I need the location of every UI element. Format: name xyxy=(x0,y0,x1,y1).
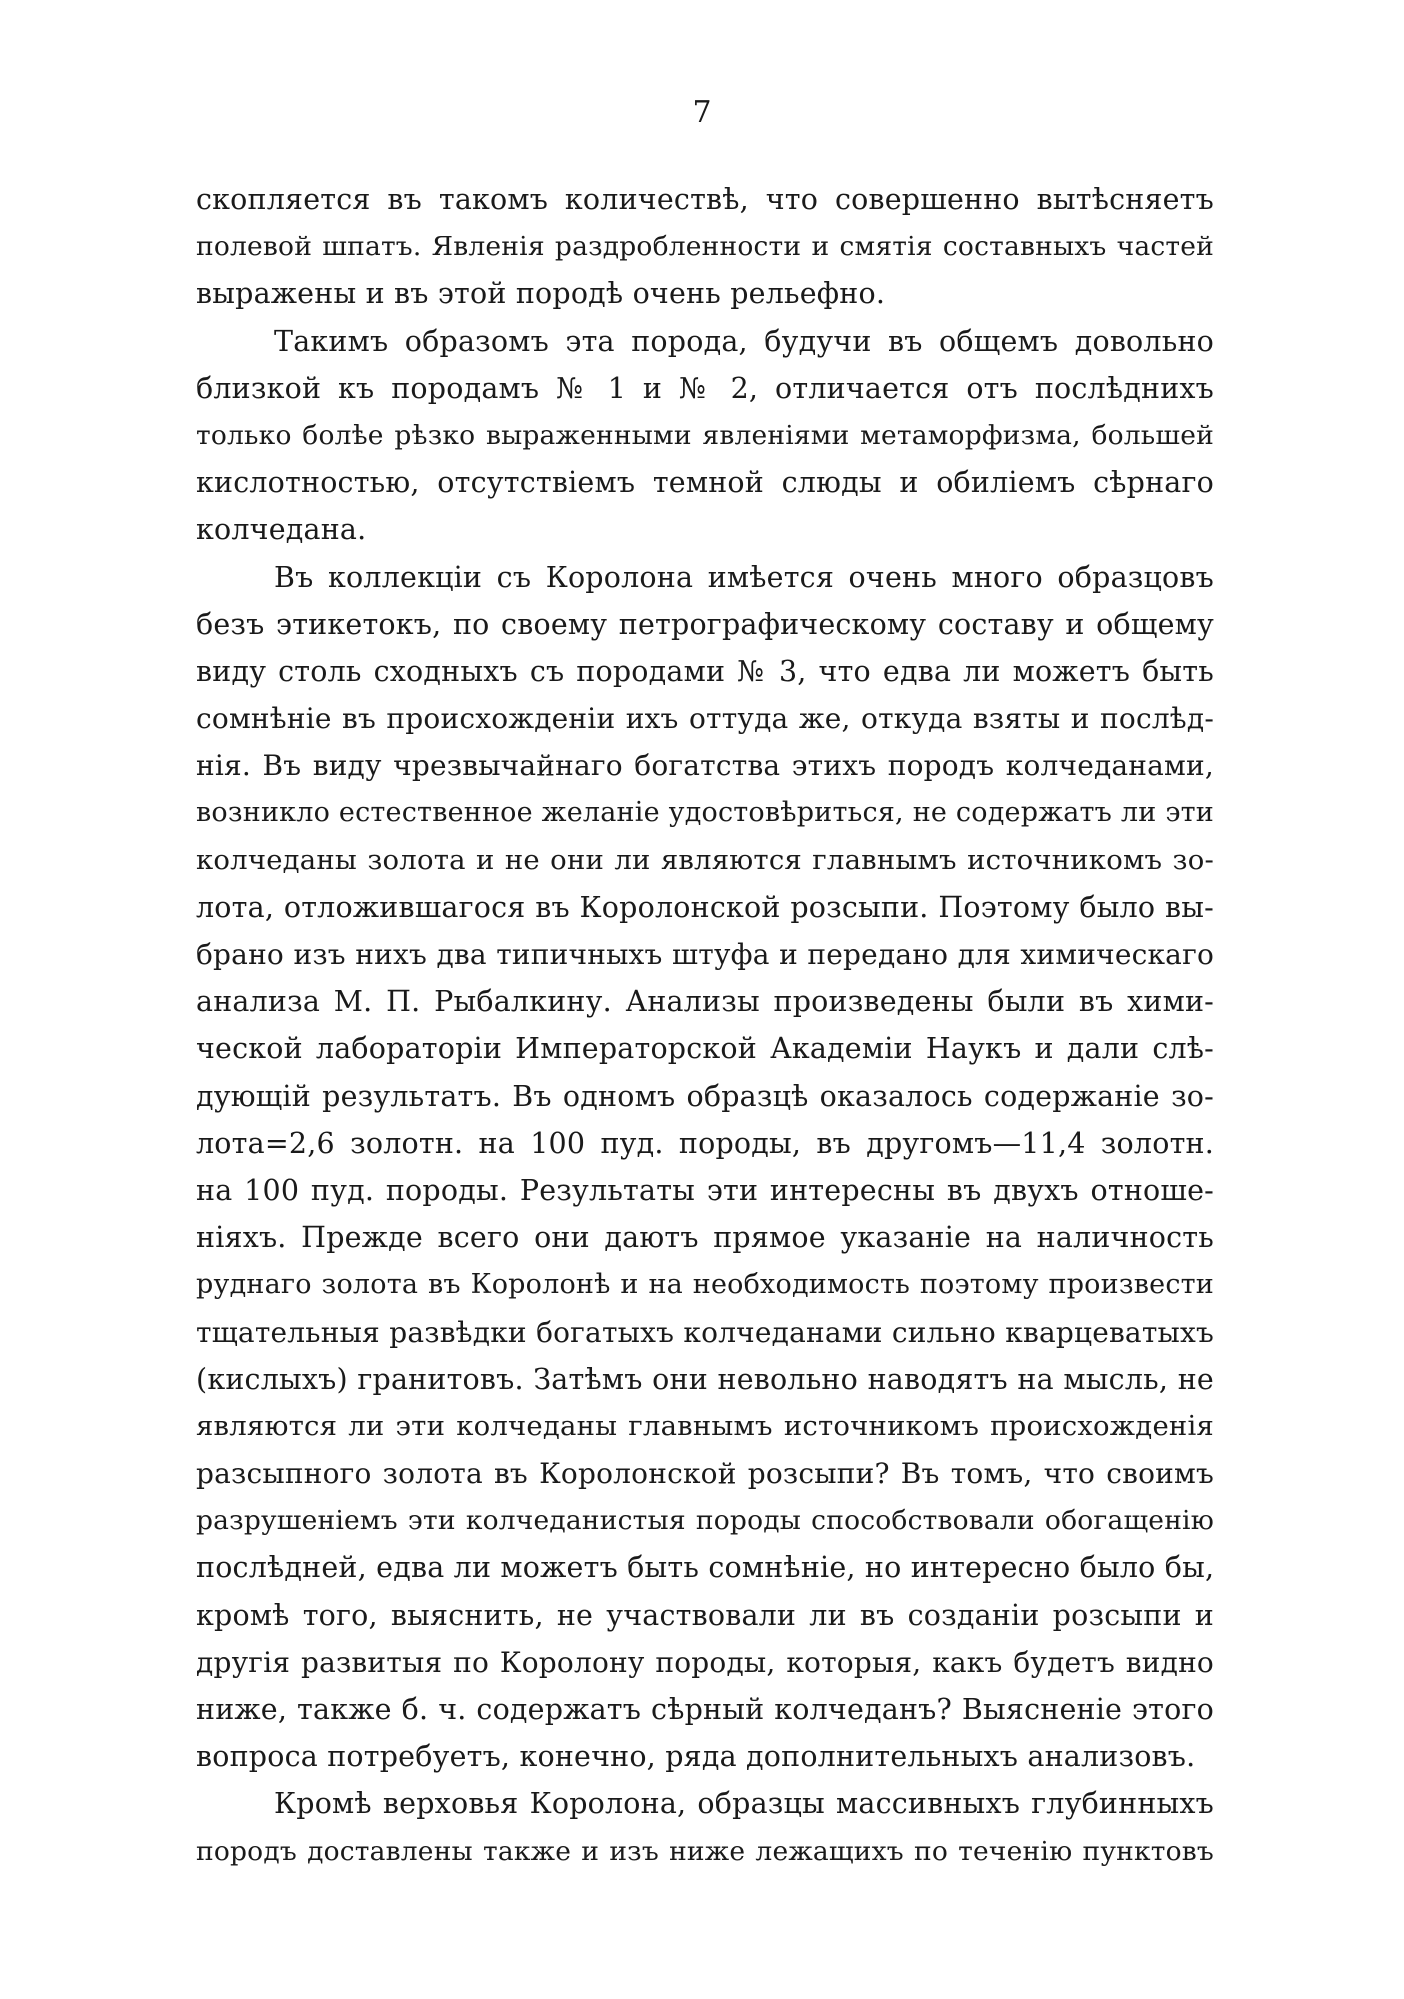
text-line: полевой шпатъ. Явленія раздробленности и смятія составныхъ частей xyxy=(196,231,1214,263)
text-line: дующій результатъ. Въ одномъ образцѣ оказалось содержаніе зо- xyxy=(196,1079,1214,1113)
text-line: Кромѣ верховья Королона, образцы массивныхъ глубинныхъ xyxy=(274,1787,1214,1821)
text-line: ческой лабораторіи Императорской Академіи Наукъ и дали слѣ- xyxy=(196,1032,1214,1066)
text-line: близкой къ породамъ № 1 и № 2, отличается отъ послѣднихъ xyxy=(196,371,1214,405)
text-line: породъ доставлены также и изъ ниже лежащихъ по теченію пунктовъ xyxy=(196,1835,1214,1867)
text-line: на 100 пуд. породы. Результаты эти интересны въ двухъ отноше- xyxy=(196,1173,1214,1207)
text-line: кислотностью, отсутствіемъ темной слюды и обиліемъ сѣрнаго xyxy=(196,466,1214,500)
text-line: другія развитыя по Королону породы, которыя, какъ будетъ видно xyxy=(196,1645,1214,1679)
text-line: сомнѣніе въ происхожденіи ихъ оттуда же, откуда взяты и послѣд- xyxy=(196,702,1214,736)
text-line: лота, отложившагося въ Королонской розсыпи. Поэтому было вы- xyxy=(196,890,1214,924)
text-line: являются ли эти колчеданы главнымъ источникомъ происхожденія xyxy=(196,1409,1214,1442)
body-text xyxy=(196,176,1214,1875)
text-line: руднаго золота въ Королонѣ и на необходимость поэтому произвести xyxy=(196,1269,1214,1301)
text-line: виду столь сходныхъ съ породами № 3, что едва ли можетъ быть xyxy=(196,654,1214,688)
text-line: Въ коллекціи съ Королона имѣется очень много образцовъ xyxy=(274,560,1214,594)
text-line: безъ этикетокъ, по своему петрографическому составу и общему xyxy=(196,607,1214,641)
text-line: (кислыхъ) гранитовъ. Затѣмъ они невольно наводятъ на мысль, не xyxy=(196,1362,1214,1396)
text-line: колчедана. xyxy=(196,513,367,547)
text-line: разсыпного золота въ Королонской розсыпи? Въ томъ, что своимъ xyxy=(196,1457,1214,1491)
text-line: тщательныя развѣдки богатыхъ колчеданами сильно кварцеватыхъ xyxy=(196,1315,1214,1349)
text-line: ниже, также б. ч. содержатъ сѣрный колчеданъ? Выясненіе этого xyxy=(196,1693,1214,1726)
text-line: анализа М. П. Рыбалкину. Анализы произведены были въ хими- xyxy=(196,985,1214,1019)
text-line: только болѣе рѣзко выраженными явленіями метаморфизма, большей xyxy=(196,419,1214,451)
text-line: кромѣ того, выяснить, не участвовали ли въ созданіи розсыпи и xyxy=(196,1598,1214,1632)
paragraph-3 xyxy=(196,554,1214,1781)
paragraph-4 xyxy=(196,1780,1214,1874)
text-line: вопроса потребуетъ, конечно, ряда дополнительныхъ анализовъ. xyxy=(196,1740,1196,1774)
text-line: разрушеніемъ эти колчеданистыя породы способствовали обогащенію xyxy=(196,1505,1214,1537)
paragraph-1 xyxy=(196,176,1214,318)
text-line: выражены и въ этой породѣ очень рельефно. xyxy=(196,277,886,311)
text-line: колчеданы золота и не они ли являются главнымъ источникомъ зо- xyxy=(196,843,1214,876)
page-number: 7 xyxy=(692,95,712,130)
text-line: брано изъ нихъ два типичныхъ штуфа и передано для химическаго xyxy=(196,938,1214,971)
text-line: возникло естественное желаніе удостовѣриться, не содержатъ ли эти xyxy=(196,797,1214,829)
text-line: Такимъ образомъ эта порода, будучи въ общемъ довольно xyxy=(274,324,1214,358)
text-line: нія. Въ виду чрезвычайнаго богатства этихъ породъ колчеданами, xyxy=(196,749,1214,783)
text-line: ніяхъ. Прежде всего они даютъ прямое указаніе на наличность xyxy=(196,1221,1214,1255)
text-line: лота=2,6 золотн. на 100 пуд. породы, въ другомъ—11,4 золотн. xyxy=(196,1126,1214,1160)
text-line: послѣдней, едва ли можетъ быть сомнѣніе, но интересно было бы, xyxy=(196,1551,1215,1585)
text-line: скопляется въ такомъ количествѣ, что совершенно вытѣсняетъ xyxy=(196,183,1214,216)
paragraph-2 xyxy=(196,318,1214,554)
